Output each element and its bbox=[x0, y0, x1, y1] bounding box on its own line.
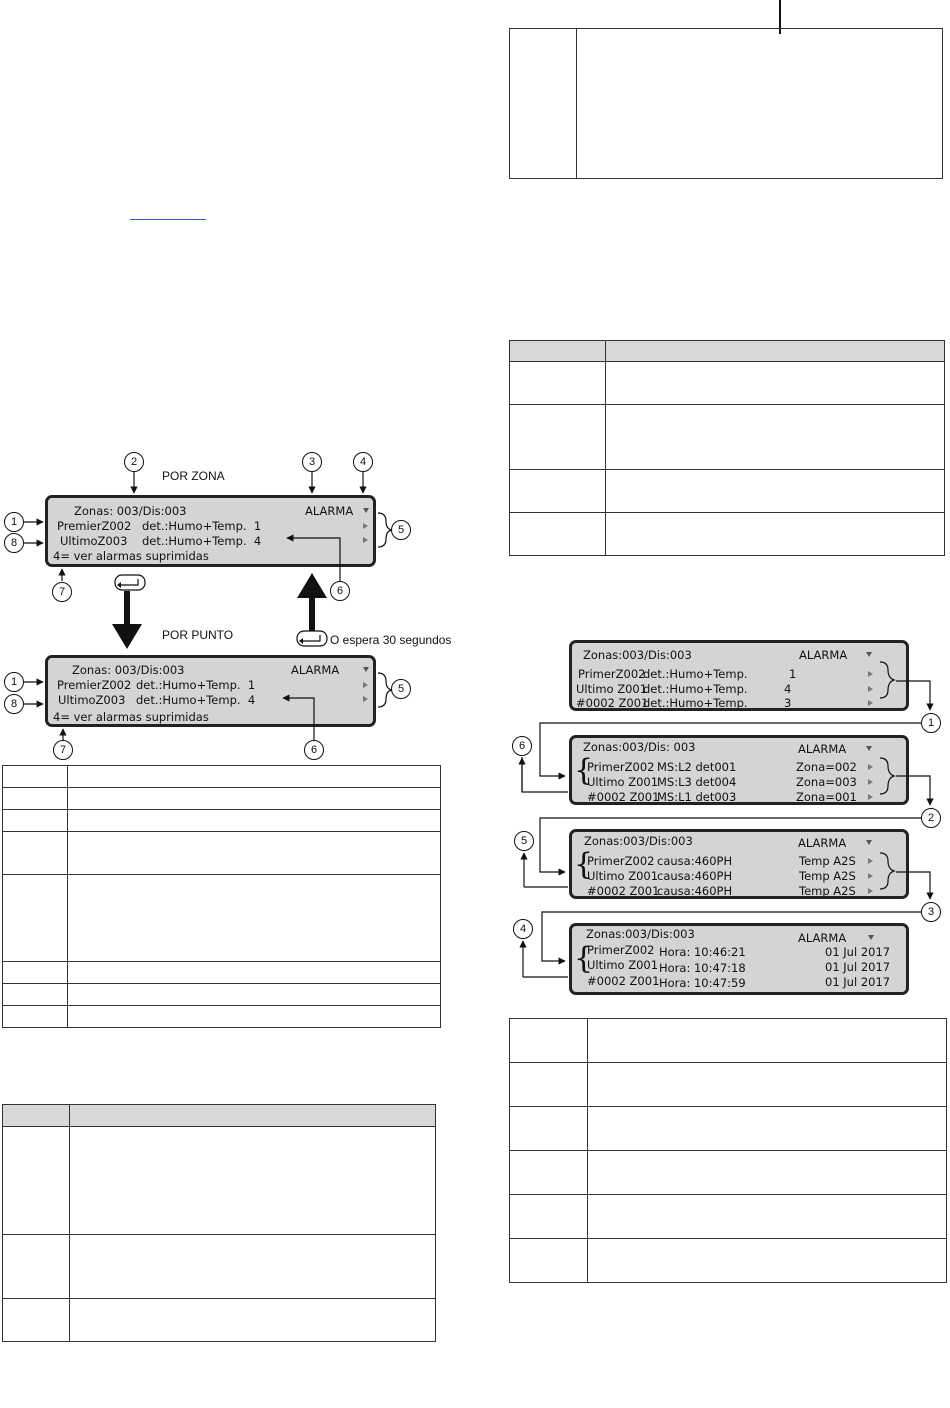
callout-6: 6 bbox=[304, 740, 324, 760]
lcd-row-text: det.:Humo+Temp. bbox=[643, 696, 748, 710]
callout-1: 1 bbox=[921, 713, 941, 733]
lcd-row2-text: det.:Humo+Temp. 4 bbox=[142, 534, 262, 548]
lcd-row-name: PrimerZ002 bbox=[587, 760, 655, 774]
lcd-header-alarma: ALARMA bbox=[798, 931, 847, 945]
lcd-row-name: Ultimo Z001 bbox=[587, 775, 659, 789]
lcd-row-text: Hora: 10:46:21 bbox=[659, 945, 746, 959]
lcd-header-zonas: Zonas:003/Dis:003 bbox=[583, 648, 692, 662]
lcd-row-name: Ultimo Z001 bbox=[587, 869, 659, 883]
lcd-row-value: 4 bbox=[784, 682, 792, 696]
lcd-row-text: det.:Humo+Temp. bbox=[643, 682, 748, 696]
callout-5: 5 bbox=[391, 679, 411, 699]
lcd-row-name: Ultimo Z001 bbox=[587, 958, 659, 972]
lcd-header-zonas: Zonas:003/Dis:003 bbox=[584, 834, 693, 848]
lcd-row-name: PrimerZ002 bbox=[578, 667, 646, 681]
lcd-header-zonas: Zonas:003/Dis: 003 bbox=[583, 740, 696, 754]
callout-8: 8 bbox=[4, 694, 24, 714]
callout-2: 2 bbox=[124, 452, 144, 472]
lcd-row-name: PrimerZ002 bbox=[587, 943, 655, 957]
lcd-row-name: #0002 Z001 bbox=[587, 884, 660, 898]
lcd-row-text: MS:L2 det001 bbox=[657, 760, 737, 774]
lcd-row-value: 1 bbox=[789, 667, 797, 681]
lcd-row-text: causa:460PH bbox=[657, 854, 733, 868]
lcd-row1-text: det.:Humo+Temp. 1 bbox=[136, 678, 256, 692]
callout-8: 8 bbox=[4, 533, 24, 553]
callout-3: 3 bbox=[921, 902, 941, 922]
lcd-row-text: causa:460PH bbox=[657, 869, 733, 883]
lcd-row-value: Zona=001 bbox=[796, 790, 857, 804]
lcd-row-value: Zona=003 bbox=[796, 775, 857, 789]
lcd-header-zonas: Zonas: 003/Dis:003 bbox=[74, 504, 187, 518]
lcd-row-name: #0002 Z001 bbox=[587, 790, 660, 804]
lcd-row1-name: PremierZ002 bbox=[57, 519, 132, 533]
left-brace: { bbox=[574, 753, 594, 788]
lcd-row-name: #0002 Z001 bbox=[576, 696, 649, 710]
callout-5: 5 bbox=[514, 831, 534, 851]
callout-7: 7 bbox=[53, 740, 73, 760]
lcd-row-name: Ultimo Z001 bbox=[576, 682, 648, 696]
wait-label: O espera 30 segundos bbox=[330, 633, 452, 647]
left-brace: { bbox=[574, 847, 594, 882]
lcd-row-name: #0002 Z001 bbox=[587, 974, 660, 988]
lcd-header-alarma: ALARMA bbox=[305, 504, 354, 518]
lcd-row-value: Temp A2S bbox=[799, 869, 856, 883]
lcd-row-text: det.:Humo+Temp. bbox=[643, 667, 748, 681]
callout-4: 4 bbox=[513, 919, 533, 939]
lcd-row-text: causa:460PH bbox=[657, 884, 733, 898]
lcd-footer: 4= ver alarmas suprimidas bbox=[53, 710, 209, 724]
lcd-row2-name: UltimoZ003 bbox=[58, 693, 126, 707]
lcd-footer: 4= ver alarmas suprimidas bbox=[53, 549, 209, 563]
lcd-row1-text: det.:Humo+Temp. 1 bbox=[142, 519, 262, 533]
lcd-row-value: Zona=002 bbox=[796, 760, 857, 774]
lcd-row-value: 01 Jul 2017 bbox=[825, 960, 891, 974]
lcd-row-text: Hora: 10:47:59 bbox=[659, 976, 746, 990]
lcd-row-value: Temp A2S bbox=[799, 854, 856, 868]
lcd-row2-text: det.:Humo+Temp. 4 bbox=[136, 693, 256, 707]
lcd-row1-name: PremierZ002 bbox=[57, 678, 132, 692]
lcd-row-text: Hora: 10:47:18 bbox=[659, 961, 746, 975]
callout-6: 6 bbox=[512, 736, 532, 756]
lcd-header-alarma: ALARMA bbox=[798, 836, 847, 850]
callout-7: 7 bbox=[52, 582, 72, 602]
lcd-header-alarma: ALARMA bbox=[798, 742, 847, 756]
lcd-row2-name: UltimoZ003 bbox=[60, 534, 128, 548]
lcd-header-zonas: Zonas:003/Dis:003 bbox=[586, 927, 695, 941]
lcd-row-name: PrimerZ002 bbox=[587, 854, 655, 868]
lcd-row-value: 3 bbox=[784, 696, 792, 710]
callout-1: 1 bbox=[4, 672, 24, 692]
callout-5: 5 bbox=[391, 520, 411, 540]
por-zona-label: POR ZONA bbox=[162, 469, 225, 483]
callout-1: 1 bbox=[4, 512, 24, 532]
left-brace: { bbox=[574, 941, 594, 976]
callout-4: 4 bbox=[353, 452, 373, 472]
lcd-row-value: Temp A2S bbox=[799, 884, 856, 898]
callout-3: 3 bbox=[302, 452, 322, 472]
lcd-row-value: 01 Jul 2017 bbox=[825, 975, 891, 989]
lcd-header-zonas: Zonas: 003/Dis:003 bbox=[72, 663, 185, 677]
callout-2: 2 bbox=[921, 808, 941, 828]
lcd-header-alarma: ALARMA bbox=[799, 648, 848, 662]
lcd-row-text: MS:L1 det003 bbox=[657, 790, 737, 804]
lcd-row-value: 01 Jul 2017 bbox=[825, 945, 891, 959]
por-punto-label: POR PUNTO bbox=[162, 628, 234, 642]
lcd-header-alarma: ALARMA bbox=[291, 663, 340, 677]
callout-6: 6 bbox=[330, 581, 350, 601]
lcd-row-text: MS:L3 det004 bbox=[657, 775, 737, 789]
